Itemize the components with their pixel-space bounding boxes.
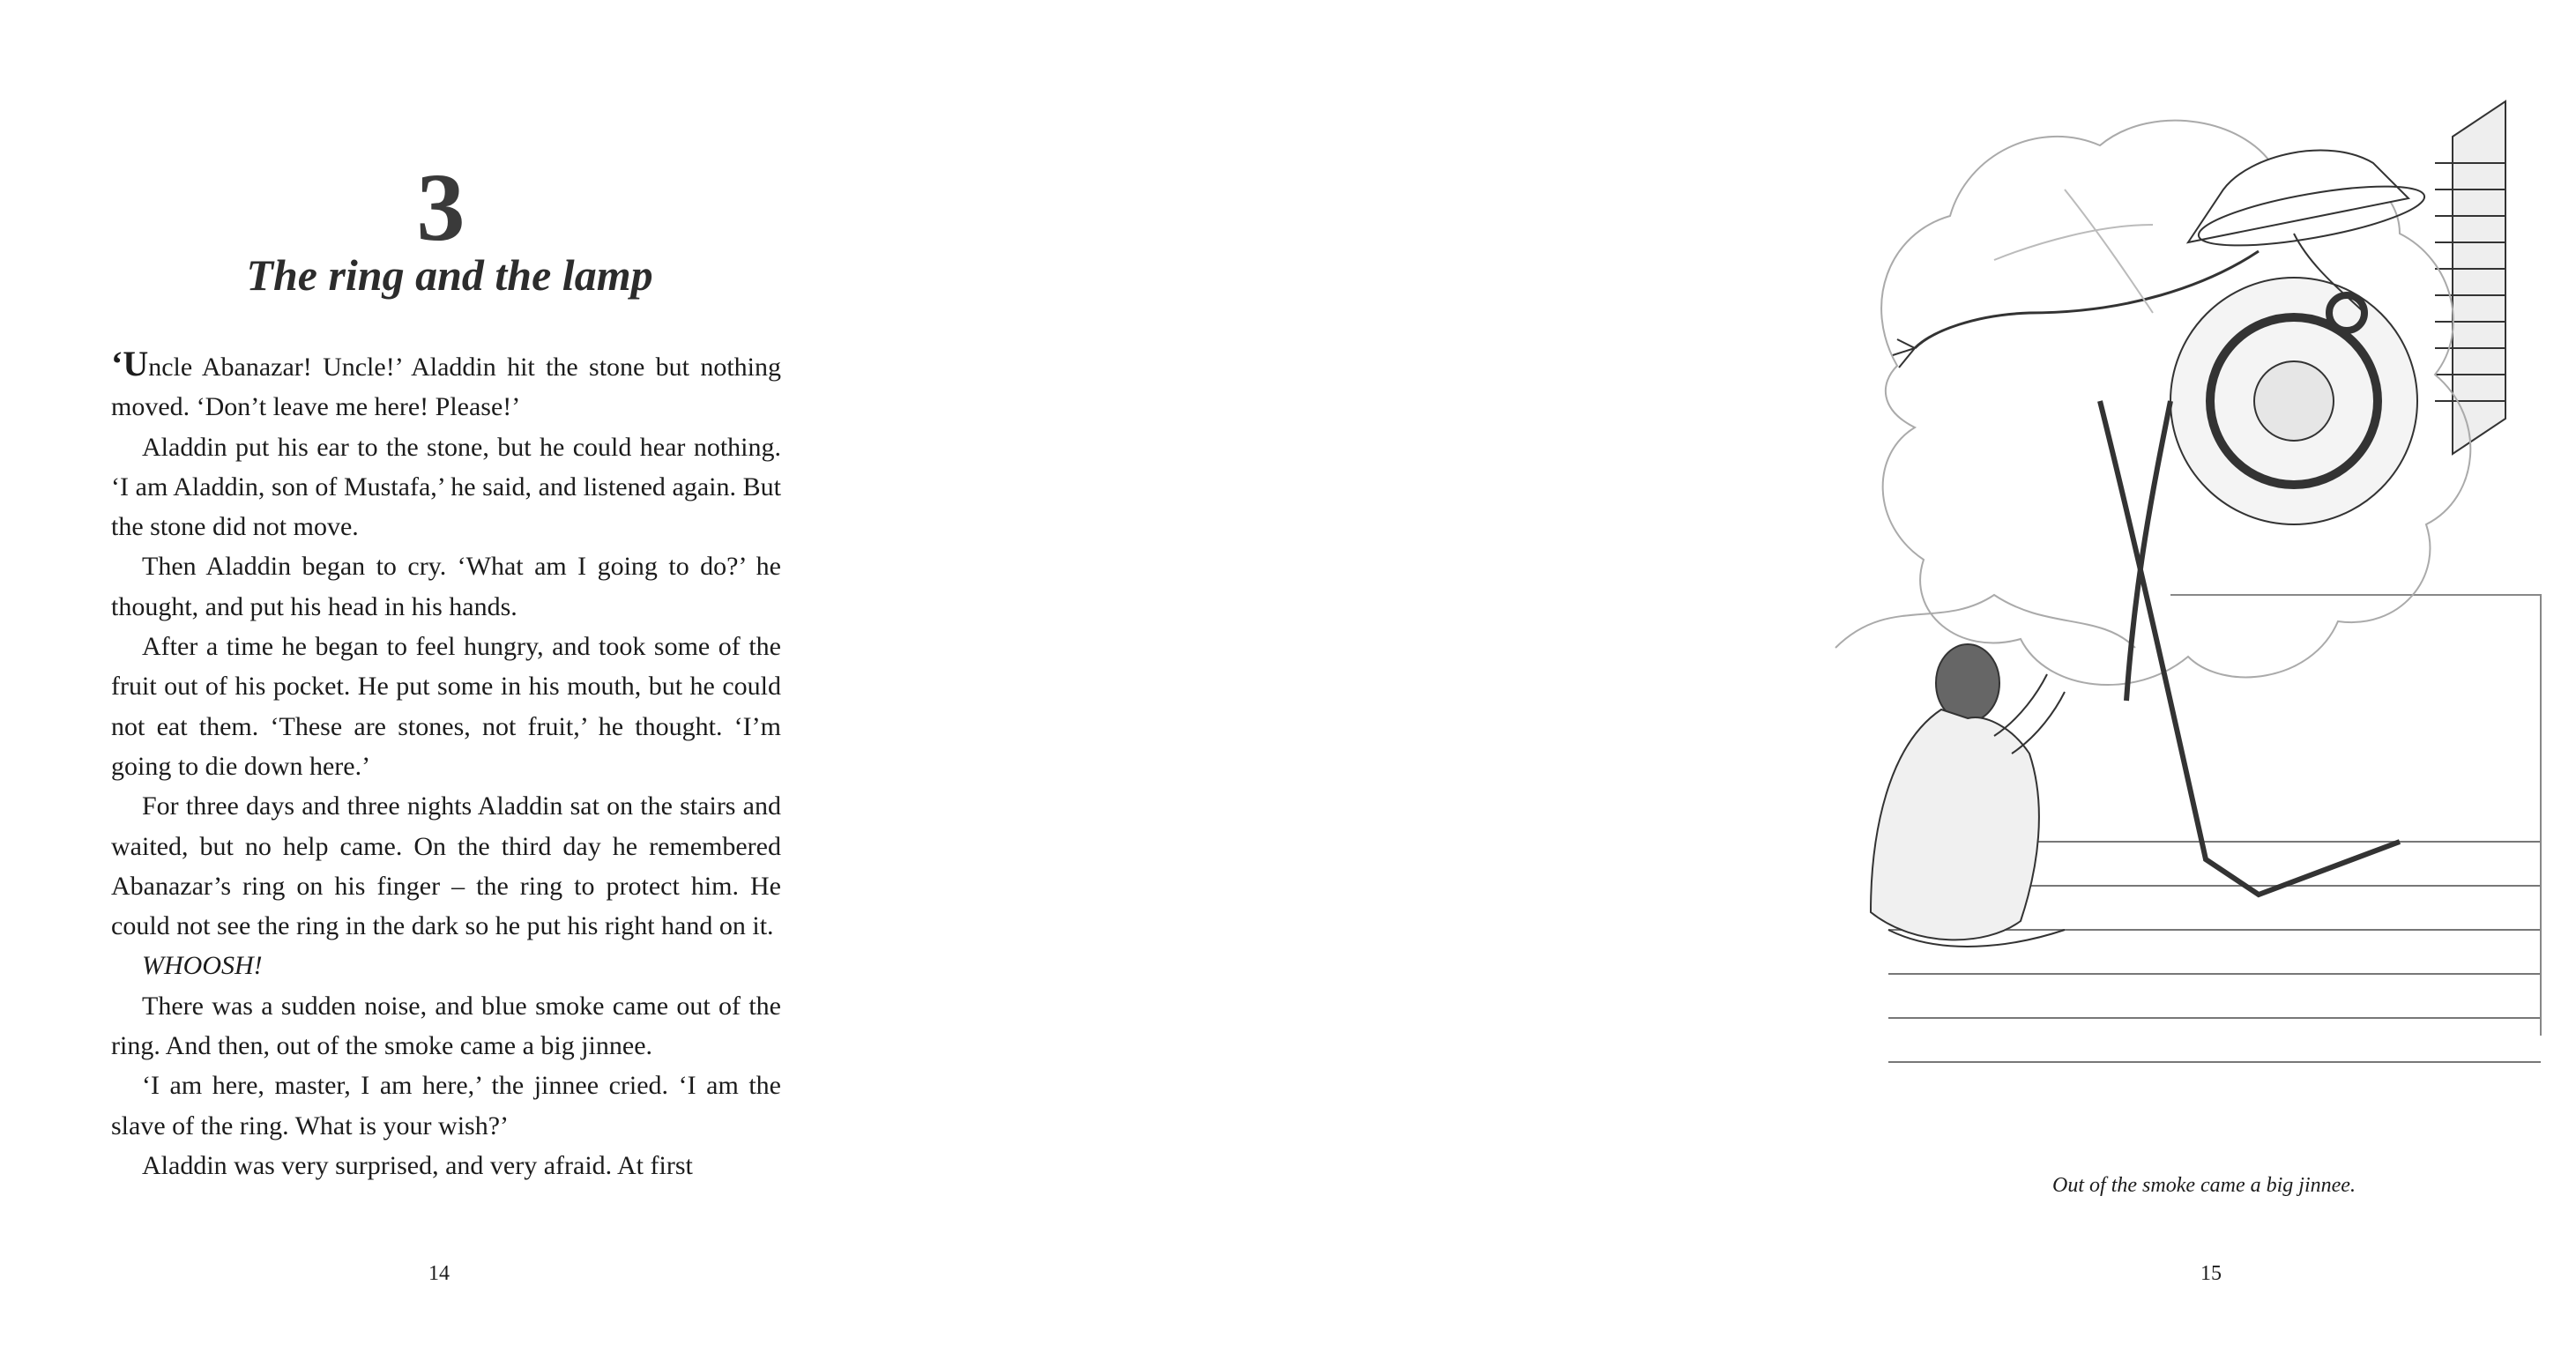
paragraph: Aladdin put his ear to the stone, but he could hear nothing. ‘I am Aladdin, son of Mustafa,’ he said, and listened again. But the stone did not move. bbox=[111, 432, 781, 542]
left-page bbox=[0, 0, 882, 1352]
paragraph bbox=[111, 344, 781, 427]
paragraph: There was a sudden noise, and blue smoke came out of the ring. And then, out of the smoke came a big jinnee. bbox=[111, 991, 781, 1061]
exclamation: WHOOSH! bbox=[142, 951, 263, 981]
drop-cap: ‘U bbox=[111, 344, 149, 383]
paragraph-text: ncle Abanazar! Uncle!’ Aladdin hit the stone but nothing moved. ‘Don’t leave me here! Please!’ bbox=[111, 353, 781, 422]
paragraph: Then Aladdin began to cry. ‘What am I going to do?’ he thought, and put his head in his hands. bbox=[111, 552, 781, 621]
jinnee-and-boy-on-stairs-illustration bbox=[1835, 84, 2576, 1141]
paragraph: After a time he began to feel hungry, and took some of the fruit out of his pocket. He put some in his mouth, but he could not eat them. ‘These are stones, not fruit,’ he thought. ‘I’m going to die down here.’ bbox=[111, 632, 781, 781]
chapter-number: 3 bbox=[416, 153, 465, 261]
right-page bbox=[882, 0, 2356, 1352]
page-number-left: 14 bbox=[428, 1262, 450, 1285]
page-number-right: 15 bbox=[2200, 1262, 2222, 1285]
paragraph: ‘I am here, master, I am here,’ the jinnee cried. ‘I am the slave of the ring. What is your wish?’ bbox=[111, 1071, 781, 1140]
illustration-caption: Out of the smoke came a big jinnee. bbox=[2052, 1174, 2356, 1197]
paragraph: Aladdin was very surprised, and very afraid. At first bbox=[142, 1150, 693, 1180]
paragraph: For three days and three nights Aladdin sat on the stairs and waited, but no help came. On the third day he remembered Abanazar’s ring on his finger – the ring to protect him. He could not see the ring in the dark so he put his right hand on it. bbox=[111, 791, 781, 941]
body-text bbox=[111, 344, 781, 1185]
chapter-title: The ring and the lamp bbox=[246, 250, 653, 300]
